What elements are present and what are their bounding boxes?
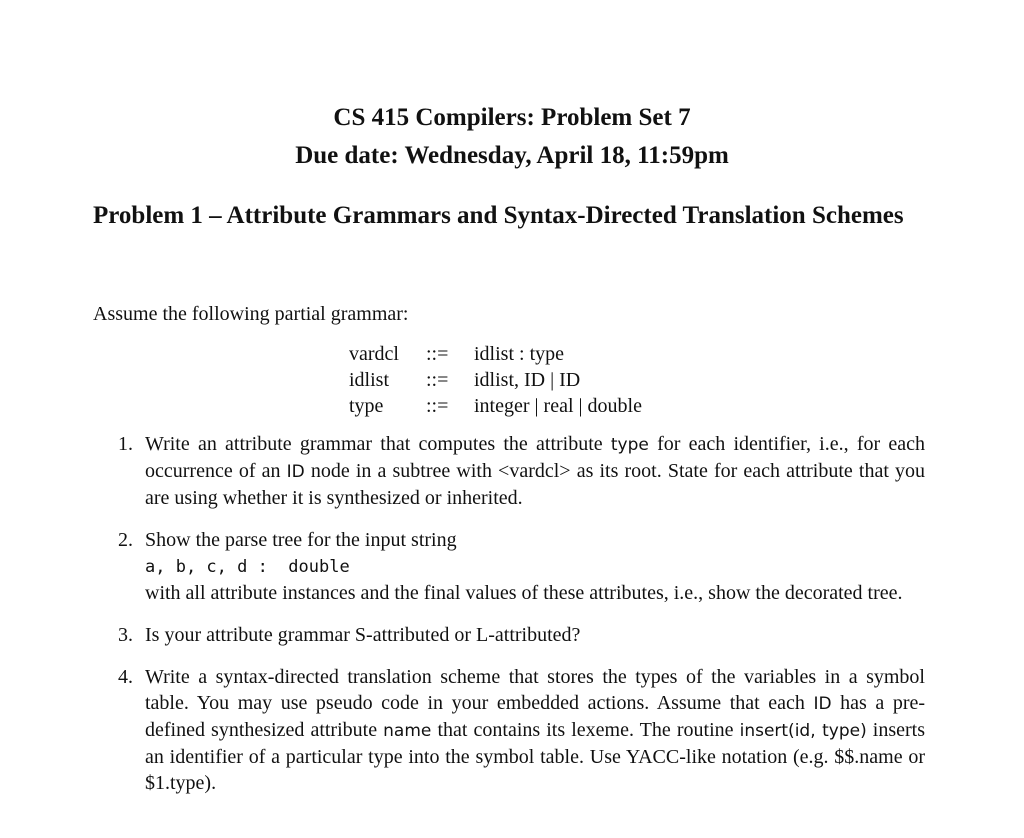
- item-text: Is your attribute grammar S-attributed or L-attributed?: [145, 624, 581, 646]
- item-text: Show the parse tree for the input string: [145, 529, 457, 551]
- input-string-code: a, b, c, d : double: [145, 557, 350, 577]
- rule-lhs: idlist: [349, 369, 390, 391]
- item-number: 3.: [118, 624, 133, 646]
- rule-rhs: idlist : type: [474, 343, 564, 365]
- grammar-rule: [349, 393, 642, 419]
- rule-rhs: idlist, ID | ID: [474, 369, 581, 391]
- problem-heading: Problem 1 – Attribute Grammars and Syntax-Directed Translation Schemes: [93, 202, 904, 229]
- item-text: Write a syntax-directed translation scheme that stores the types of the variables in a symbol table. You may use pseudo code in your embedded actions. Assume that each: [145, 666, 925, 714]
- question-list: [93, 431, 925, 812]
- rule-operator: ::=: [426, 395, 449, 417]
- grammar-rule: [349, 367, 642, 393]
- rule-lhs: type: [349, 395, 384, 417]
- grammar-table: [349, 341, 642, 419]
- document-title: CS 415 Compilers: Problem Set 7: [333, 104, 691, 131]
- item-text: that contains its lexeme. The routine: [437, 719, 734, 741]
- item-text: inserts an identifier of a particular type into the symbol table. Use YACC-like notation (e.g. $$.name or $1.type).: [145, 719, 925, 794]
- question-item-3: [93, 622, 925, 648]
- grammar-rule: [349, 341, 642, 367]
- intro-text: Assume the following partial grammar:: [93, 303, 409, 325]
- rule-lhs: vardcl: [349, 343, 399, 365]
- item-text: Write an attribute grammar that computes the attribute: [145, 433, 603, 455]
- question-item-1: [93, 431, 925, 511]
- item-number: 2.: [118, 529, 133, 551]
- name-term: name: [383, 721, 432, 741]
- question-item-4: [93, 664, 925, 796]
- id-term: ID: [286, 462, 305, 482]
- item-text: for each identifier, i.e., for each occurrence of an: [145, 433, 925, 482]
- item-number: 1.: [118, 433, 133, 455]
- item-text: node in a subtree with <vardcl> as its root. State for each attribute that you are using whether it is synthesized or inherited.: [145, 460, 926, 509]
- attribute-type-term: type: [610, 435, 649, 455]
- rule-rhs: integer | real | double: [474, 395, 642, 417]
- item-text: with all attribute instances and the final values of these attributes, i.e., show the decorated tree.: [145, 582, 903, 604]
- rule-operator: ::=: [426, 369, 449, 391]
- id-term: ID: [813, 694, 832, 714]
- rule-operator: ::=: [426, 343, 449, 365]
- item-number: 4.: [118, 666, 133, 688]
- item-text: has a pre-defined synthesized attribute: [145, 692, 926, 741]
- insert-routine-term: insert(id, type): [739, 721, 867, 741]
- question-item-2: [93, 527, 925, 606]
- due-date: Due date: Wednesday, April 18, 11:59pm: [295, 142, 729, 169]
